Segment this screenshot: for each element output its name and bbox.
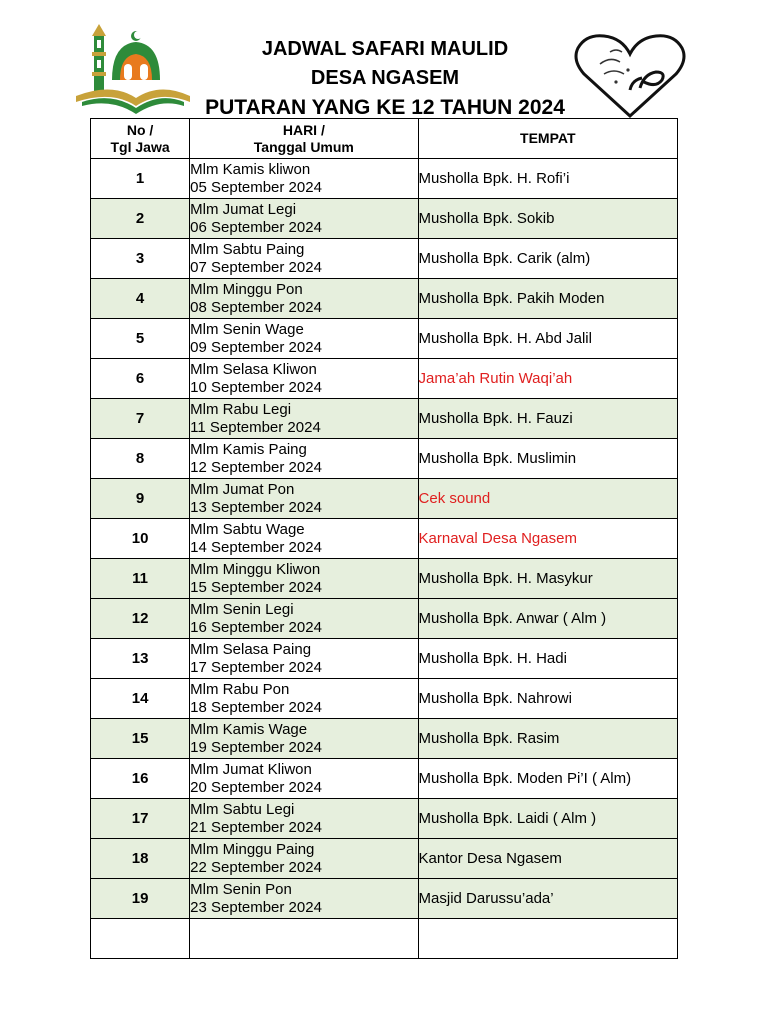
- title-line-3: PUTARAN YANG KE 12 TAHUN 2024: [205, 96, 565, 119]
- header-no-line2: Tgl Jawa: [110, 138, 170, 155]
- row-number: 1: [91, 159, 190, 199]
- row-date: 06 September 2024: [190, 218, 322, 236]
- row-place: Karnaval Desa Ngasem: [418, 519, 677, 559]
- table-row: [91, 519, 678, 559]
- row-day: Mlm Minggu Paing: [190, 840, 315, 858]
- table-row: [91, 919, 678, 959]
- header-no: [91, 119, 190, 159]
- row-number: 9: [91, 479, 190, 519]
- row-date: 12 September 2024: [190, 458, 322, 476]
- row-day-date: [190, 279, 418, 319]
- row-day: Mlm Jumat Legi: [190, 200, 297, 218]
- row-day: Mlm Kamis kliwon: [190, 160, 311, 178]
- row-place: Kantor Desa Ngasem: [418, 839, 677, 879]
- row-day: Mlm Sabtu Wage: [190, 520, 305, 538]
- header-hari-line1: HARI /: [282, 121, 325, 138]
- row-day-date: [190, 719, 418, 759]
- row-place: Jama’ah Rutin Waqi’ah: [418, 359, 677, 399]
- row-place: Musholla Bpk. Nahrowi: [418, 679, 677, 719]
- row-day: Mlm Senin Legi: [190, 600, 294, 618]
- table-row: [91, 879, 678, 919]
- row-date: 22 September 2024: [190, 858, 322, 876]
- table-row: [91, 839, 678, 879]
- row-place: Musholla Bpk. H. Abd Jalil: [418, 319, 677, 359]
- row-place: Musholla Bpk. H. Rofi’i: [418, 159, 677, 199]
- row-number: [91, 919, 190, 959]
- row-place: Musholla Bpk. H. Fauzi: [418, 399, 677, 439]
- row-date: 08 September 2024: [190, 298, 322, 316]
- row-number: 8: [91, 439, 190, 479]
- row-place: Musholla Bpk. Rasim: [418, 719, 677, 759]
- table-row: [91, 399, 678, 439]
- row-number: 4: [91, 279, 190, 319]
- table-row: [91, 639, 678, 679]
- row-date: 14 September 2024: [190, 538, 322, 556]
- table-row: [91, 239, 678, 279]
- header-tempat: TEMPAT: [418, 119, 677, 159]
- table-row: [91, 799, 678, 839]
- row-day-date: [190, 359, 418, 399]
- row-day-date: [190, 319, 418, 359]
- header-hari: [190, 119, 418, 159]
- header-hari-line2: Tanggal Umum: [253, 138, 354, 155]
- row-day: Mlm Minggu Pon: [190, 280, 303, 298]
- calligraphy-heart-logo: [570, 30, 690, 120]
- row-number: 3: [91, 239, 190, 279]
- table-row: [91, 599, 678, 639]
- row-number: 14: [91, 679, 190, 719]
- row-day-date: [190, 759, 418, 799]
- row-day-date: [190, 839, 418, 879]
- row-place: Musholla Bpk. H. Hadi: [418, 639, 677, 679]
- row-number: 13: [91, 639, 190, 679]
- row-number: 16: [91, 759, 190, 799]
- row-number: 6: [91, 359, 190, 399]
- row-day-date: [190, 159, 418, 199]
- row-day: Mlm Kamis Paing: [190, 440, 307, 458]
- row-day-date: [190, 879, 418, 919]
- row-day-date: [190, 479, 418, 519]
- row-place: Musholla Bpk. Laidi ( Alm ): [418, 799, 677, 839]
- row-place: Cek sound: [418, 479, 677, 519]
- title-line-1: JADWAL SAFARI MAULID: [261, 38, 509, 60]
- row-day: Mlm Senin Pon: [190, 880, 292, 898]
- row-date: 19 September 2024: [190, 738, 322, 756]
- row-place: Musholla Bpk. Anwar ( Alm ): [418, 599, 677, 639]
- row-day: Mlm Senin Wage: [190, 320, 304, 338]
- row-day-date: [190, 799, 418, 839]
- row-place: Masjid Darussu’ada’: [418, 879, 677, 919]
- row-date: 05 September 2024: [190, 178, 322, 196]
- row-number: 12: [91, 599, 190, 639]
- row-day: Mlm Rabu Legi: [190, 400, 292, 418]
- row-day: Mlm Rabu Pon: [190, 680, 290, 698]
- row-date: 18 September 2024: [190, 698, 322, 716]
- row-place: Musholla Bpk. Pakih Moden: [418, 279, 677, 319]
- row-day-date: [190, 559, 418, 599]
- row-number: 17: [91, 799, 190, 839]
- row-number: 5: [91, 319, 190, 359]
- row-date: 11 September 2024: [190, 418, 321, 436]
- table-row: [91, 679, 678, 719]
- schedule-table: [90, 118, 678, 959]
- row-number: 7: [91, 399, 190, 439]
- row-place: Musholla Bpk. H. Masykur: [418, 559, 677, 599]
- row-day-date: [190, 919, 418, 959]
- table-row: [91, 159, 678, 199]
- row-day-date: [190, 599, 418, 639]
- row-day: Mlm Jumat Pon: [190, 480, 295, 498]
- table-row: [91, 439, 678, 479]
- row-place: [418, 919, 677, 959]
- table-row: [91, 279, 678, 319]
- row-day: Mlm Sabtu Legi: [190, 800, 295, 818]
- row-day-date: [190, 439, 418, 479]
- title-line-2: DESA NGASEM: [310, 67, 460, 89]
- table-row: [91, 759, 678, 799]
- row-day-date: [190, 519, 418, 559]
- table-row: [91, 199, 678, 239]
- row-date: 16 September 2024: [190, 618, 322, 636]
- table-row: [91, 359, 678, 399]
- table-row: [91, 479, 678, 519]
- row-day: Mlm Jumat Kliwon: [190, 760, 312, 778]
- row-date: 10 September 2024: [190, 378, 322, 396]
- row-number: 11: [91, 559, 190, 599]
- row-number: 10: [91, 519, 190, 559]
- row-date: 09 September 2024: [190, 338, 322, 356]
- row-date: 21 September 2024: [190, 818, 322, 836]
- row-place: Musholla Bpk. Sokib: [418, 199, 677, 239]
- row-day: Mlm Kamis Wage: [190, 720, 308, 738]
- title-block: [170, 35, 600, 122]
- row-day-date: [190, 399, 418, 439]
- row-date: 07 September 2024: [190, 258, 322, 276]
- row-date: 20 September 2024: [190, 778, 322, 796]
- row-number: 18: [91, 839, 190, 879]
- row-day: Mlm Selasa Paing: [190, 640, 312, 658]
- row-date: 13 September 2024: [190, 498, 322, 516]
- table-row: [91, 719, 678, 759]
- table-row: [91, 559, 678, 599]
- row-day: Mlm Sabtu Paing: [190, 240, 305, 258]
- row-day-date: [190, 679, 418, 719]
- table-header-row: [91, 119, 678, 159]
- row-place: Musholla Bpk. Moden Pi’I ( Alm): [418, 759, 677, 799]
- row-day: Mlm Minggu Kliwon: [190, 560, 321, 578]
- row-date: 23 September 2024: [190, 898, 322, 916]
- row-number: 2: [91, 199, 190, 239]
- table-row: [91, 319, 678, 359]
- row-day-date: [190, 239, 418, 279]
- row-day: Mlm Selasa Kliwon: [190, 360, 317, 378]
- row-place: Musholla Bpk. Muslimin: [418, 439, 677, 479]
- row-number: 15: [91, 719, 190, 759]
- header-no-line1: No /: [126, 121, 154, 138]
- row-place: Musholla Bpk. Carik (alm): [418, 239, 677, 279]
- row-date: 15 September 2024: [190, 578, 322, 596]
- row-date: 17 September 2024: [190, 658, 322, 676]
- row-day-date: [190, 199, 418, 239]
- row-number: 19: [91, 879, 190, 919]
- row-day-date: [190, 639, 418, 679]
